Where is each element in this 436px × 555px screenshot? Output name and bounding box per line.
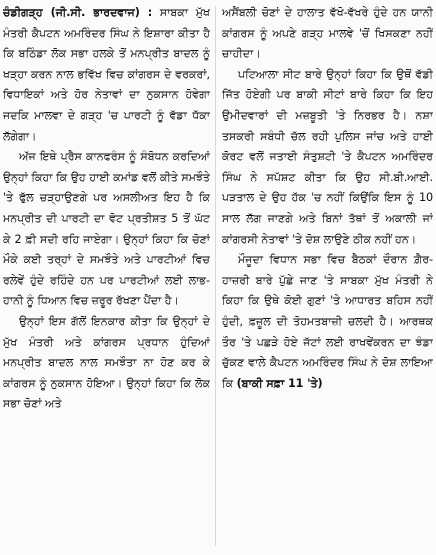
column-divider — [215, 6, 216, 546]
article-paragraph-4: ਅਸੈਂਬਲੀ ਚੋਣਾਂ ਦੇ ਹਾਲਾਤ ਵੱਖੋ-ਵੱਖਰੇ ਹੁੰਦੇ ਹਨ ਯਾਨੀ ਕਾਂਗਰਸ ਨੂੰ ਅਪਣੇ ਗੜ੍ਹ ਮਾਲਵੇ 'ਚੋਂ ਖਿਸਕਣਾ ਨਹੀਂ ਚਾਹੀਦਾ। — [222, 6, 433, 61]
article-paragraph-5: ਪਟਿਆਲਾ ਸੀਟ ਬਾਰੇ ਉਨ੍ਹਾਂ ਕਿਹਾ ਕਿ ਉਥੋਂ ਵੱਡੀ ਜਿੱਤ ਹੋਏਗੀ ਪਰ ਬਾਕੀ ਸੀਟਾਂ ਬਾਰੇ ਕਿਹਾ ਕਿ ਇਹ ਉਮੀਦਵਾਰਾਂ ਦੀ ਮਜ਼ਬੂਤੀ 'ਤੇ ਨਿਰਭਰ ਹੈ। ਨਸ਼ਾ ਤਸਕਰੀ ਸਬੰਧੀ ਚੱਲ ਰਹੀ ਪੁਲਿਸ ਜਾਂਚ ਅਤੇ ਹਾਈ ਕੋਰਟ ਵਲੋਂ ਜਤਾਈ ਸੰਤੁਸ਼ਟੀ 'ਤੇ ਕੈਪਟਨ ਅਮਰਿੰਦਰ ਸਿੰਘ ਨੇ ਸਪੱਸ਼ਟ ਕੀਤਾ ਕਿ ਉਹ ਸੀ.ਬੀ.ਆਈ. ਪੜਤਾਲ ਦੇ ਉਹ ਹੱਕ 'ਚ ਨਹੀਂ ਕਿਉਂਕਿ ਇਸ ਨੂੰ 10 ਸਾਲ ਲੱਗ ਜਾਣਗੇ ਅਤੇ ਬਿਨਾਂ ਤੱਥਾਂ ਤੋਂ ਅਕਾਲੀ ਜਾਂ ਕਾਂਗਰਸੀ ਨੇਤਾਵਾਂ 'ਤੇ ਦੋਸ਼ ਲਾਉਣੇ ਠੀਕ ਨਹੀਂ ਹਨ। — [222, 67, 433, 246]
article-column-left — [3, 3, 210, 551]
paragraph-1-text: ਸਾਬਕਾ ਮੁੱਖ ਮੰਤਰੀ ਕੈਪਟਨ ਅਮਰਿੰਦਰ ਸਿੰਘ ਨੇ ਇਸ਼ਾਰਾ ਕੀਤਾ ਹੈ ਕਿ ਬਠਿੰਡਾ ਲੋਕ ਸਭਾ ਹਲਕੇ ਤੋਂ ਮਨਪ੍ਰੀਤ ਬਾਦਲ ਨੂੰ ਖੜ੍ਹਾ ਕਰਨ ਨਾਲ ਭਵਿੱਖ ਵਿਚ ਕਾਂਗਰਸ ਦੇ ਵਰਕਰਾਂ, ਵਿਧਾਇਕਾਂ ਅਤੇ ਹੋਰ ਨੇਤਾਵਾਂ ਦਾ ਨੁਕਸਾਨ ਹੋਵੇਗਾ ਜਦਕਿ ਮਾਲਵਾ ਦੇ ਗੜ੍ਹ 'ਚ ਪਾਰਟੀ ਨੂੰ ਵੱਡਾ ਧੱਕਾ ਲੱਗੇਗਾ। — [3, 6, 210, 143]
article-column-right — [222, 3, 433, 551]
article-paragraph-2: ਅੱਜ ਇਥੇ ਪ੍ਰੈਸ ਕਾਨਫਰੰਸ ਨੂੰ ਸੰਬੋਧਨ ਕਰਦਿਆਂ ਉਨ੍ਹਾਂ ਕਿਹਾ ਕਿ ਉਹ ਹਾਈ ਕਮਾਂਡ ਵਲੋਂ ਕੀਤੇ ਸਮਝੌਤੇ 'ਤੇ ਫੁੱਲ ਚੜ੍ਹਾਉਣਗੇ ਪਰ ਅਸਲੀਅਤ ਇਹ ਹੈ ਕਿ ਮਨਪ੍ਰੀਤ ਦੀ ਪਾਰਟੀ ਦਾ ਵੋਟ ਪ੍ਰਤੀਸ਼ਤ 5 ਤੋਂ ਘੱਟ ਕੇ 2 ਫ਼ੀ ਸਦੀ ਰਹਿ ਜਾਏਗਾ। ਉਨ੍ਹਾਂ ਕਿਹਾ ਕਿ ਚੋਣਾਂ ਮੌਕੇ ਕਈ ਤਰ੍ਹਾਂ ਦੇ ਸਮਝੌਤੇ ਅਤੇ ਪਾਰਟੀਆਂ ਵਿਚ ਰਲੇਵੇਂ ਹੁੰਦੇ ਰਹਿੰਦੇ ਹਨ ਪਰ ਪਾਰਟੀਆਂ ਲਈ ਲਾਭ-ਹਾਨੀ ਨੂੰ ਧਿਆਨ ਵਿਚ ਜ਼ਰੂਰ ਰੱਖਣਾ ਪੈਂਦਾ ਹੈ। — [3, 150, 210, 308]
dateline: ਚੰਡੀਗੜ੍ਹ (ਜੀ.ਸੀ. ਭਾਰਦਵਾਜ) : — [3, 6, 153, 19]
continued-on-page-link[interactable]: (ਬਾਕੀ ਸਫ਼ਾ 11 'ਤੇ) — [236, 376, 323, 390]
article-paragraph-3: ਉਨ੍ਹਾਂ ਇਸ ਗੱਲੋਂ ਇਨਕਾਰ ਕੀਤਾ ਕਿ ਉਨ੍ਹਾਂ ਦੇ ਮੁੱਖ ਮੰਤਰੀ ਅਤੇ ਕਾਂਗਰਸ ਪ੍ਰਧਾਨ ਹੁੰਦਿਆਂ ਮਨਪ੍ਰੀਤ ਬਾਦਲ ਨਾਲ ਸਮਝੌਤਾ ਨਾ ਹੋਣ ਕਰ ਕੇ ਕਾਂਗਰਸ ਨੂੰ ਨੁਕਸਾਨ ਹੋਇਆ। ਉਨ੍ਹਾਂ ਕਿਹਾ ਕਿ ਲੋਕ ਸਭਾ ਚੋਣਾਂ ਅਤੇ — [3, 314, 210, 411]
paragraph-6-text: ਮੌਜੂਦਾ ਵਿਧਾਨ ਸਭਾ ਵਿਚ ਬੈਠਕਾਂ ਦੌਰਾਨ ਗ਼ੈਰ-ਹਾਜ਼ਰੀ ਬਾਰੇ ਪੁੱਛੇ ਜਾਣ 'ਤੇ ਸਾਬਕਾ ਮੁੱਖ ਮੰਤਰੀ ਨੇ ਕਿਹਾ ਕਿ ਉਥੇ ਕੋਈ ਗੁਣਾਂ 'ਤੇ ਆਧਾਰਤ ਬਹਿਸ ਨਹੀਂ ਹੁੰਦੀ, ਫ਼ਜ਼ੂਲ ਦੀ ਤੋਹਮਤਬਾਜ਼ੀ ਚਲਦੀ ਹੈ। ਆਰਥਕ ਤੌਰ 'ਤੇ ਪਛੜੇ ਹੋਏ ਜੱਟਾਂ ਲਈ ਰਾਖਵੇਂਕਰਨ ਦਾ ਝੰਡਾ ਚੁੱਕਣ ਵਾਲੇ ਕੈਪਟਨ ਅਮਰਿੰਦਰ ਸਿੰਘ ਨੇ ਦੋਸ਼ ਲਾਇਆ ਕਿ — [222, 253, 433, 390]
article-paragraph-6 — [222, 250, 433, 394]
article-paragraph-1 — [3, 3, 210, 147]
